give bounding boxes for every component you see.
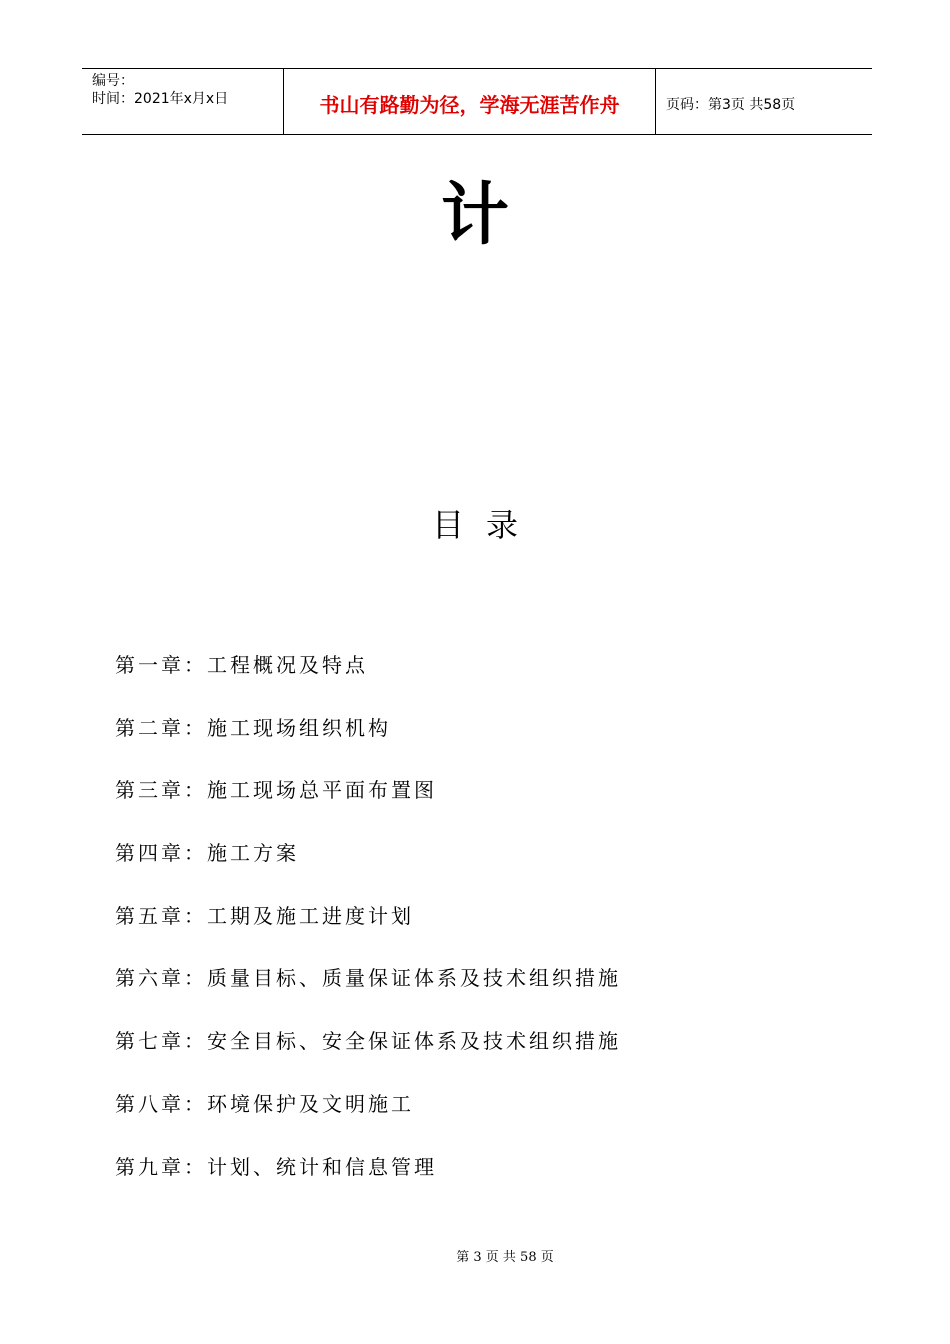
table-of-contents xyxy=(115,650,621,1214)
page-header xyxy=(82,68,872,135)
toc-item: 第二章：施工现场组织机构 xyxy=(115,715,391,740)
toc-item: 第三章：施工现场总平面布置图 xyxy=(115,778,437,803)
toc-item: 第八章：环境保护及文明施工 xyxy=(115,1091,414,1116)
header-meta xyxy=(82,69,284,134)
header-motto: 书山有路勤为径，学海无涯苦作舟 xyxy=(284,69,656,134)
toc-item: 第四章：施工方案 xyxy=(115,841,299,866)
toc-title: 目录 xyxy=(431,506,540,544)
page-footer: 第 3 页 共 58 页 xyxy=(456,1250,554,1265)
header-page-label: 页码：第3页 共58页 xyxy=(666,96,796,113)
section-heading-char: 计 xyxy=(440,175,509,255)
toc-item: 第七章：安全目标、安全保证体系及技术组织措施 xyxy=(115,1029,621,1054)
toc-item: 第六章：质量目标、质量保证体系及技术组织措施 xyxy=(115,966,621,991)
toc-item: 第九章：计划、统计和信息管理 xyxy=(115,1154,437,1179)
toc-item: 第一章：工程概况及特点 xyxy=(115,653,368,677)
toc-item: 第五章：工期及施工进度计划 xyxy=(115,903,414,928)
header-time-label: 时间：2021年x月x日 xyxy=(92,91,229,107)
header-number-label: 编号： xyxy=(92,73,134,89)
